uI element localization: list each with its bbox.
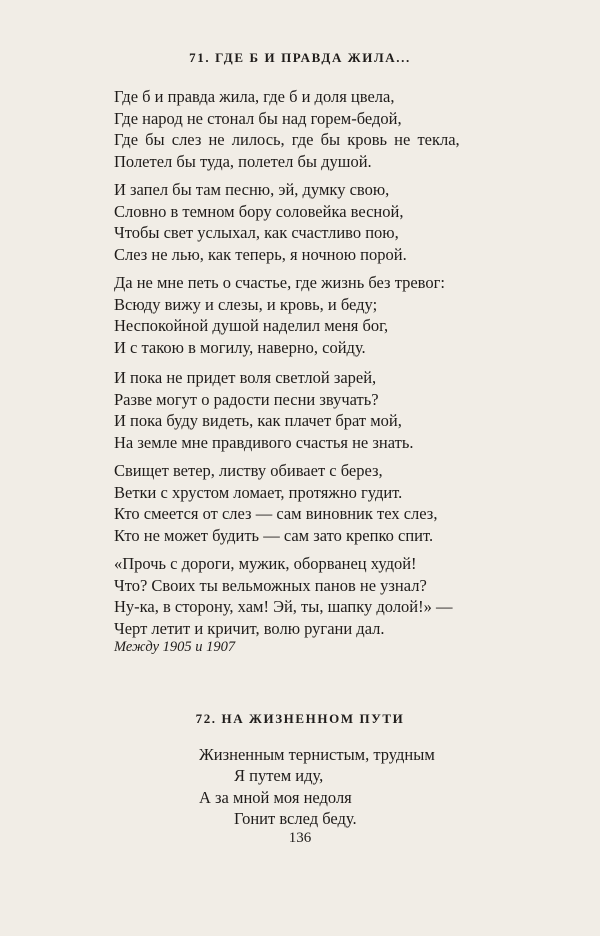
- poem-title: 71. ГДЕ Б И ПРАВДА ЖИЛА...: [189, 50, 411, 65]
- verse-line: А за мной моя недоля: [199, 788, 352, 807]
- poem-title: 72. НА ЖИЗНЕННОМ ПУТИ: [195, 711, 405, 726]
- page-number: 136: [288, 830, 312, 846]
- verse-line: Кто не может будить — сам зато крепко спит.: [114, 526, 434, 546]
- verse-line: Я путем иду,: [234, 766, 324, 785]
- stanza-2: [114, 179, 407, 266]
- verse-line: И пока буду видеть, как плачет брат мой,: [114, 411, 402, 431]
- verse-line: Кто смеется от слез — сам виновник тех слез,: [114, 504, 438, 524]
- verse-line: Где б и правда жила, где б и доля цвела,: [114, 87, 395, 106]
- stanza-1: [114, 86, 460, 173]
- verse-line: На земле мне правдивого счастья не знать.: [114, 433, 414, 453]
- verse-line: Что? Своих ты вельможных панов не узнал?: [114, 575, 427, 595]
- verse-line: Ветки с хрустом ломает, протяжно гудит.: [114, 482, 403, 502]
- verse-line: Разве могут о радости песни звучать?: [114, 389, 379, 409]
- verse-line: Свищет ветер, листву обивает с берез,: [114, 461, 383, 480]
- verse-line: И с такою в могилу, наверно, сойду.: [114, 338, 366, 358]
- verse-line: Где бы слез не лилось, где бы кровь не текла,: [114, 130, 460, 150]
- verse-line: Жизненным тернистым, трудным: [199, 745, 435, 764]
- verse-line: Слез не лью, как теперь, я ночною порой.: [114, 245, 407, 265]
- verse-line: И пока не придет воля светлой зарей,: [114, 368, 377, 387]
- verse-line: Черт летит и кричит, волю ругани дал.: [114, 619, 385, 639]
- verse-line: Где народ не стонал бы над горем-бедой,: [114, 108, 402, 128]
- verse-line: И запел бы там песню, эй, думку свою,: [114, 180, 390, 199]
- verse-line: Полетел бы туда, полетел бы душой.: [114, 152, 372, 172]
- verse-line: Гонит вслед беду.: [234, 809, 357, 828]
- stanza-3: [114, 272, 445, 359]
- poem-date: Между 1905 и 1907: [114, 639, 236, 655]
- verse-line: Ну-ка, в сторону, хам! Эй, ты, шапку долой!» —: [114, 597, 453, 617]
- verse-line: Да не мне петь о счастье, где жизнь без тревог:: [114, 273, 445, 292]
- verse-line: Чтобы свет услыхал, как счастливо пою,: [114, 223, 399, 243]
- stanza-5: [114, 460, 437, 547]
- verse-line: Всюду вижу и слезы, и кровь, и беду;: [114, 294, 378, 314]
- stanza-4: [114, 367, 414, 454]
- stanza-6: [114, 553, 453, 640]
- verse-line: «Прочь с дороги, мужик, оборванец худой!: [114, 554, 417, 573]
- verse-line: Неспокойной душой наделил меня бог,: [114, 316, 389, 336]
- verse-line: Словно в темном бору соловейка весной,: [114, 201, 404, 221]
